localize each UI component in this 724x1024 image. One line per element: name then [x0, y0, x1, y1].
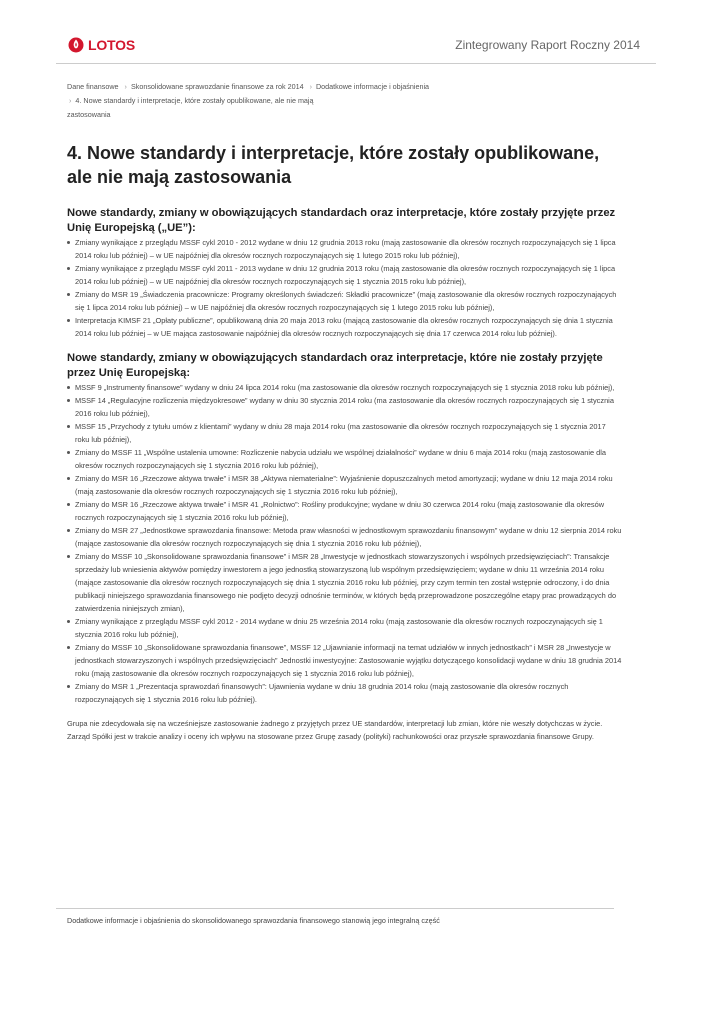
list-item: Zmiany wynikające z przeglądu MSSF cykl 2010 - 2012 wydane w dniu 12 grudnia 2013 roku (mają zastosowanie dla okresów rocznych rozpoczynających się 1 lipca 2014 roku lub później) – w UE najpóźniej dla okresów rocznych rozpoczynających się 1 lutego 2015 roku lub później),	[67, 236, 622, 262]
list-item: Zmiany do MSR 16 „Rzeczowe aktywa trwałe” i MSR 38 „Aktywa niematerialne”: Wyjaśnienie dopuszczalnych metod amortyzacji; wydane w dniu 12 maja 2014 roku (mają zastosowanie dla okresów rocznych rozpoczynających się 1 stycznia 2016 roku lub później),	[67, 472, 622, 498]
list-item: Zmiany do MSR 16 „Rzeczowe aktywa trwałe” i MSR 41 „Rolnictwo”: Rośliny produkcyjne; wydane w dniu 30 czerwca 2014 roku (mają zastosowanie dla okresów rocznych rozpoczynających się 1 stycznia 2016 roku lub później),	[67, 498, 622, 524]
breadcrumb-chevron-icon: ›	[309, 82, 312, 91]
page-header	[0, 0, 724, 64]
list-item: MSSF 14 „Regulacyjne rozliczenia międzyokresowe” wydany w dniu 30 stycznia 2014 roku (ma zastosowanie dla okresów rocznych rozpoczynających się 1 stycznia 2016 roku lub później),	[67, 394, 622, 420]
breadcrumb-link-dane-finansowe[interactable]: Dane finansowe	[67, 82, 119, 91]
list-item: Zmiany do MSSF 10 „Skonsolidowane sprawozdania finansowe”, MSSF 12 „Ujawnianie informacji na temat udziałów w innych jednostkach” i MSR 28 „Inwestycje w jednostkach stowarzyszonych i wspólnych przedsięwzięciach” Jednostki inwestycyjne: Zastosowanie wyjątku dotyczącego konsolidacji wydane w dniu 18 grudnia 2014 roku (mają zastosowanie dla okresów rocznych rozpoczynających się 1 stycznia 2016 roku lub później),	[67, 641, 622, 680]
section-heading-not-adopted: Nowe standardy, zmiany w obowiązujących standardach oraz interpretacje, które nie zostały przyjęte przez Unię Europejską:	[67, 352, 603, 379]
list-item: Interpretacja KIMSF 21 „Opłaty publiczne”, opublikowaną dnia 20 maja 2013 roku (mającą zastosowanie dla okresów rocznych rozpoczynających się dnia 1 stycznia 2014 roku lub później – w UE mająca zastosowanie najpóźniej dla okresów rocznych rozpoczynających się dnia 17 czerwca 2014 roku lub później).	[67, 314, 622, 340]
adopted-standards-list	[67, 236, 622, 340]
breadcrumb-current: 4. Nowe standardy i interpretacje, które zostały opublikowane, ale nie mają	[75, 96, 314, 105]
list-item: Zmiany do MSR 27 „Jednostkowe sprawozdania finansowe: Metoda praw własności w jednostkowym sprawozdaniu finansowym” wydane w dniu 12 sierpnia 2014 roku (mające zastosowanie dla okresów rocznych rozpoczynających się dnia 1 stycznia 2016 roku lub później),	[67, 524, 622, 550]
breadcrumb-link-sprawozdanie[interactable]: Skonsolidowane sprawozdanie finansowe za rok 2014	[130, 82, 304, 91]
breadcrumb-chevron-icon: ›	[124, 82, 127, 91]
breadcrumb-chevron-icon: ›	[69, 96, 72, 105]
list-item: Zmiany do MSR 19 „Świadczenia pracownicze: Programy określonych świadczeń: Składki pracownicze” (mają zastosowanie dla okresów rocznych rozpoczynających się 1 lipca 2014 roku lub później) – w UE najpóźniej dla okresów rocznych rozpoczynających się 1 lutego 2015 roku lub później),	[67, 288, 622, 314]
header-divider	[56, 63, 656, 64]
list-item: Zmiany do MSR 1 „Prezentacja sprawozdań finansowych”: Ujawnienia wydane w dniu 18 grudnia 2014 roku (mają zastosowanie dla okresów rocznych rozpoczynających się 1 stycznia 2016 roku lub później).	[67, 680, 622, 706]
closing-paragraph: Grupa nie zdecydowała się na wcześniejsze zastosowanie żadnego z przyjętych przez UE standardów, interpretacji lub zmian, które nie weszły dotychczas w życie. Zarząd Spółki jest w trakcie analizy i oceny ich wpływu na stosowane przez Grupę zasady (polityki) rachunkowości oraz przyszłe sprawozdania finansowe Grupy.	[67, 719, 603, 741]
lotos-logo[interactable]	[68, 37, 135, 53]
logo-wordmark: LOTOS	[88, 37, 135, 53]
footer-note: Dodatkowe informacje i objaśnienia do skonsolidowanego sprawozdania finansowego stanowią jego integralną część	[67, 916, 440, 925]
breadcrumb-current-continued: zastosowania	[67, 110, 111, 119]
list-item: MSSF 9 „Instrumenty finansowe” wydany w dniu 24 lipca 2014 roku (ma zastosowanie dla okresów rocznych rozpoczynających się 1 stycznia 2018 roku lub później),	[67, 381, 622, 394]
list-item: MSSF 15 „Przychody z tytułu umów z klientami” wydany w dniu 28 maja 2014 roku (ma zastosowanie dla okresów rocznych rozpoczynających się 1 stycznia 2017 roku lub później),	[67, 420, 622, 446]
breadcrumb	[67, 80, 467, 122]
report-title: Zintegrowany Raport Roczny 2014	[455, 38, 640, 52]
breadcrumb-link-dodatkowe-informacje[interactable]: Dodatkowe informacje i objaśnienia	[315, 82, 430, 91]
list-item: Zmiany do MSSF 10 „Skonsolidowane sprawozdania finansowe” i MSR 28 „Inwestycje w jednostkach stowarzyszonych i wspólnych przedsięwzięciach”: Transakcje sprzedaży lub wniesienia aktywów pomiędzy inwestorem a jego jednostką stowarzyszoną lub wspólnym przedsięwzięciem; wydane w dniu 11 września 2014 roku (mające zastosowanie dla okresów rocznych rozpoczynających się dnia 1 stycznia 2016 roku lub później, przy czym termin ten został wstępnie odroczony, i do dnia publikacji niniejszego sprawozdania finansowego nie podjęto decyzji odnośnie terminów, w których będą przeprowadzone poszczególne etapy prac prowadzących do zatwierdzenia niniejszych zmian),	[67, 550, 622, 615]
lotos-flame-icon	[68, 37, 84, 53]
section-heading-adopted: Nowe standardy, zmiany w obowiązujących standardach oraz interpretacje, które zostały przyjęte przez Unię Europejską („UE”):	[67, 207, 616, 234]
list-item: Zmiany wynikające z przeglądu MSSF cykl 2012 - 2014 wydane w dniu 25 września 2014 roku (mają zastosowanie dla okresów rocznych rozpoczynających się 1 stycznia 2016 roku lub później),	[67, 615, 622, 641]
not-adopted-standards-list	[67, 381, 622, 706]
page-title: 4. Nowe standardy i interpretacje, które zostały opublikowane, ale nie mają zastosowania	[67, 143, 600, 187]
footer-divider	[56, 908, 614, 909]
list-item: Zmiany do MSSF 11 „Wspólne ustalenia umowne: Rozliczenie nabycia udziału we wspólnej działalności” wydane w dniu 6 maja 2014 roku (mają zastosowanie dla okresów rocznych rozpoczynających się 1 stycznia 2016 roku lub później),	[67, 446, 622, 472]
list-item: Zmiany wynikające z przeglądu MSSF cykl 2011 - 2013 wydane w dniu 12 grudnia 2013 roku (mają zastosowanie dla okresów rocznych rozpoczynających się 1 lipca 2014 roku lub później) – w UE najpóźniej dla okresów rocznych rozpoczynających się 1 stycznia 2015 roku lub później),	[67, 262, 622, 288]
main-content	[67, 141, 622, 750]
